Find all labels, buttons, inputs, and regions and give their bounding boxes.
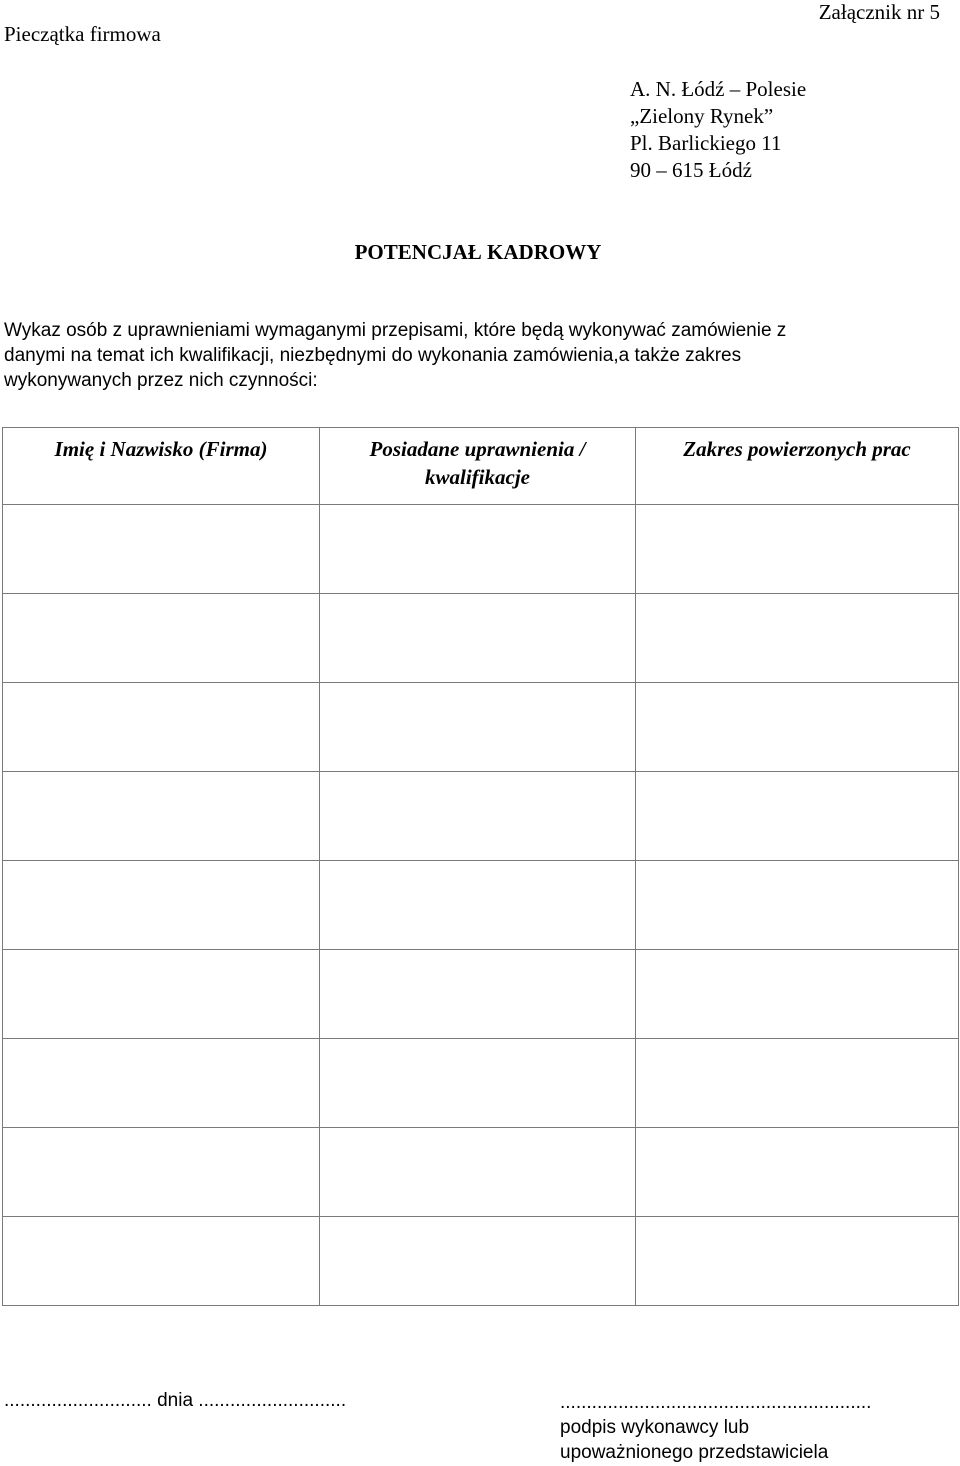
table-cell[interactable] — [320, 594, 636, 683]
signature-caption-line-1: podpis wykonawcy lub — [560, 1417, 750, 1438]
column-header-scope: Zakres powierzonych prac — [636, 428, 959, 505]
column-header-qualifications: Posiadane uprawnienia / kwalifikacje — [320, 428, 636, 505]
table-cell[interactable] — [3, 683, 320, 772]
table-cell[interactable] — [636, 1217, 959, 1306]
table-cell[interactable] — [636, 861, 959, 950]
table-cell[interactable] — [320, 1128, 636, 1217]
table-cell[interactable] — [320, 1217, 636, 1306]
table-cell[interactable] — [636, 505, 959, 594]
table-cell[interactable] — [3, 772, 320, 861]
table-cell[interactable] — [3, 1039, 320, 1128]
table-row — [3, 683, 959, 772]
table-row — [3, 861, 959, 950]
table-cell[interactable] — [3, 950, 320, 1039]
table-cell[interactable] — [3, 1128, 320, 1217]
table-row — [3, 1217, 959, 1306]
table-row — [3, 594, 959, 683]
table-cell[interactable] — [3, 594, 320, 683]
table-cell[interactable] — [320, 861, 636, 950]
table-cell[interactable] — [320, 683, 636, 772]
table-cell[interactable] — [320, 950, 636, 1039]
address-line-1: A. N. Łódź – Polesie — [630, 77, 807, 101]
table-cell[interactable] — [636, 683, 959, 772]
signature-dots: ........................................................... — [560, 1392, 872, 1413]
table-header-row — [3, 428, 959, 505]
table-cell[interactable] — [636, 1128, 959, 1217]
table-row — [3, 1128, 959, 1217]
intro-line-3: wykonywanych przez nich czynności: — [4, 370, 318, 391]
address-line-3: Pl. Barlickiego 11 — [630, 131, 782, 155]
signature-block — [560, 1390, 871, 1465]
address-line-2: „Zielony Rynek” — [630, 104, 774, 128]
intro-paragraph — [4, 318, 949, 393]
table-cell[interactable] — [636, 772, 959, 861]
table-cell[interactable] — [636, 950, 959, 1039]
table-cell[interactable] — [3, 505, 320, 594]
table-row — [3, 505, 959, 594]
table-cell[interactable] — [3, 861, 320, 950]
company-stamp-label: Pieczątka firmowa — [4, 22, 161, 46]
staff-table — [2, 427, 959, 1306]
table-cell[interactable] — [320, 505, 636, 594]
table-cell[interactable] — [320, 772, 636, 861]
table-cell[interactable] — [636, 594, 959, 683]
attachment-number: Załącznik nr 5 — [818, 0, 940, 24]
column-header-name: Imię i Nazwisko (Firma) — [3, 428, 320, 505]
table-cell[interactable] — [320, 1039, 636, 1128]
table-row — [3, 1039, 959, 1128]
recipient-address — [630, 76, 806, 184]
document-title: POTENCJAŁ KADROWY — [354, 240, 602, 264]
intro-line-1: Wykaz osób z uprawnieniami wymaganymi przepisami, które będą wykonywać zamówienie z — [4, 320, 787, 341]
table-row — [3, 950, 959, 1039]
address-line-4: 90 – 615 Łódź — [630, 158, 752, 182]
date-line: ............................ dnia ............................ — [4, 1390, 347, 1411]
table-cell[interactable] — [3, 1217, 320, 1306]
intro-line-2: danymi na temat ich kwalifikacji, niezbędnymi do wykonania zamówienia,a także zakres — [4, 345, 742, 366]
table-cell[interactable] — [636, 1039, 959, 1128]
table-row — [3, 772, 959, 861]
signature-caption-line-2: upoważnionego przedstawiciela — [560, 1442, 829, 1463]
